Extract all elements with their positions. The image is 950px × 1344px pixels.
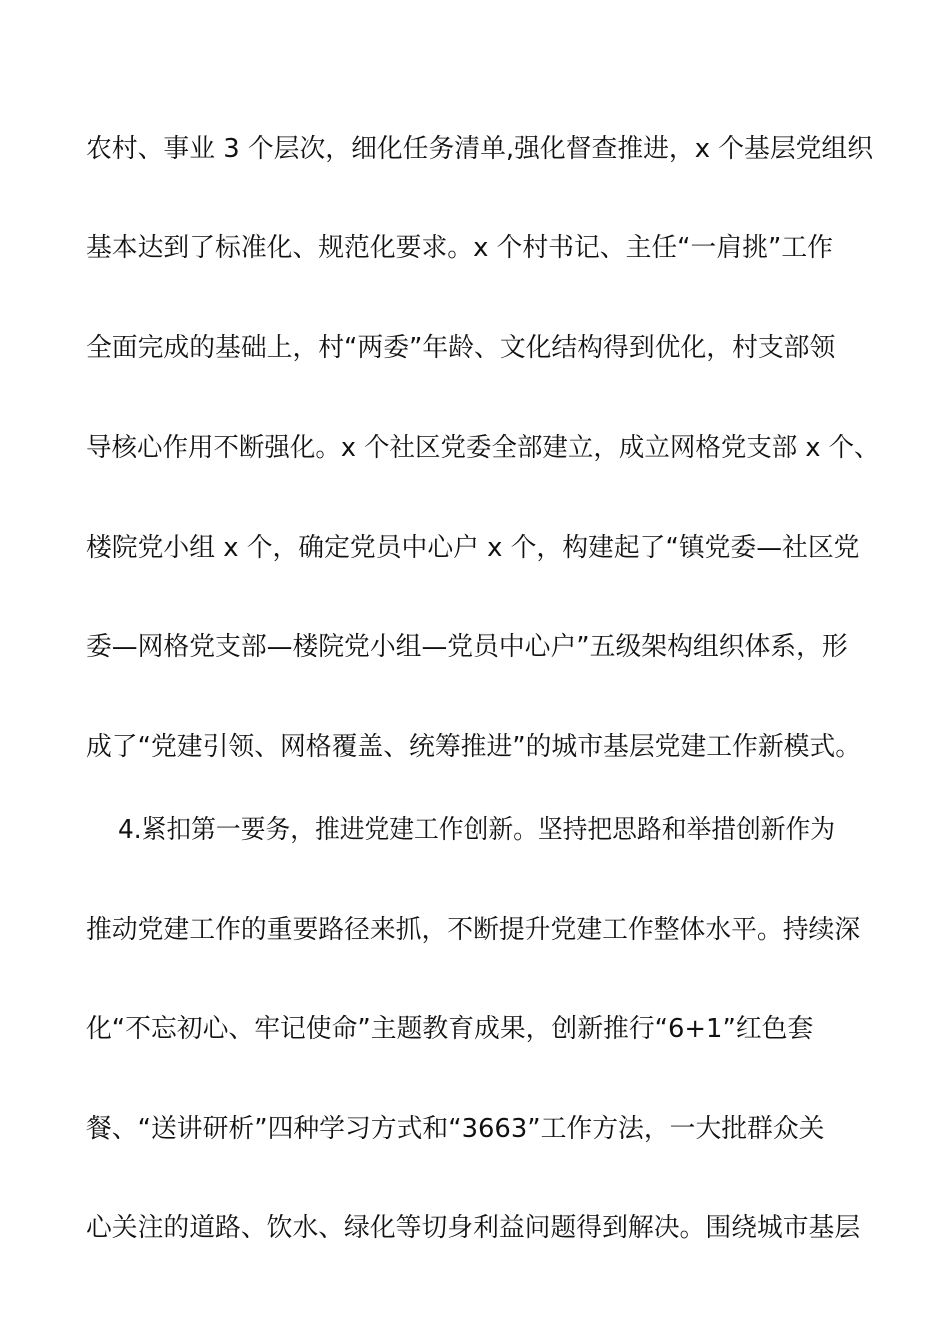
paragraph-line: 成了“党建引领、网格覆盖、统筹推进”的城市基层党建工作新模式。 bbox=[86, 732, 862, 762]
paragraph-line: 委—网格党支部—楼院党小组—党员中心户”五级架构组织体系，形 bbox=[86, 632, 848, 662]
paragraph-line: 全面完成的基础上，村“两委”年龄、文化结构得到优化，村支部领 bbox=[86, 333, 836, 363]
paragraph-line: 基本达到了标准化、规范化要求。x 个村书记、主任“一肩挑”工作 bbox=[86, 233, 833, 263]
paragraph-line: 餐、“送讲研析”四种学习方式和“3663”工作方法，一大批群众关 bbox=[86, 1114, 825, 1144]
paragraph-line: 楼院党小组 x 个，确定党员中心户 x 个，构建起了“镇党委—社区党 bbox=[86, 533, 860, 563]
paragraph-line: 农村、事业 3 个层次，细化任务清单,强化督查推进，x 个基层党组织 bbox=[86, 134, 874, 164]
paragraph-line: 化“不忘初心、牢记使命”主题教育成果，创新推行“6+1”红色套 bbox=[86, 1014, 814, 1044]
paragraph-line: 推动党建工作的重要路径来抓，不断提升党建工作整体水平。持续深 bbox=[86, 915, 861, 945]
paragraph-heading-line: 4.紧扣第一要务，推进党建工作创新。坚持把思路和举措创新作为 bbox=[118, 815, 836, 845]
paragraph-line: 心关注的道路、饮水、绿化等切身利益问题得到解决。围绕城市基层 bbox=[86, 1213, 861, 1243]
paragraph-line: 导核心作用不断强化。x 个社区党委全部建立，成立网格党支部 x 个、 bbox=[86, 433, 880, 463]
